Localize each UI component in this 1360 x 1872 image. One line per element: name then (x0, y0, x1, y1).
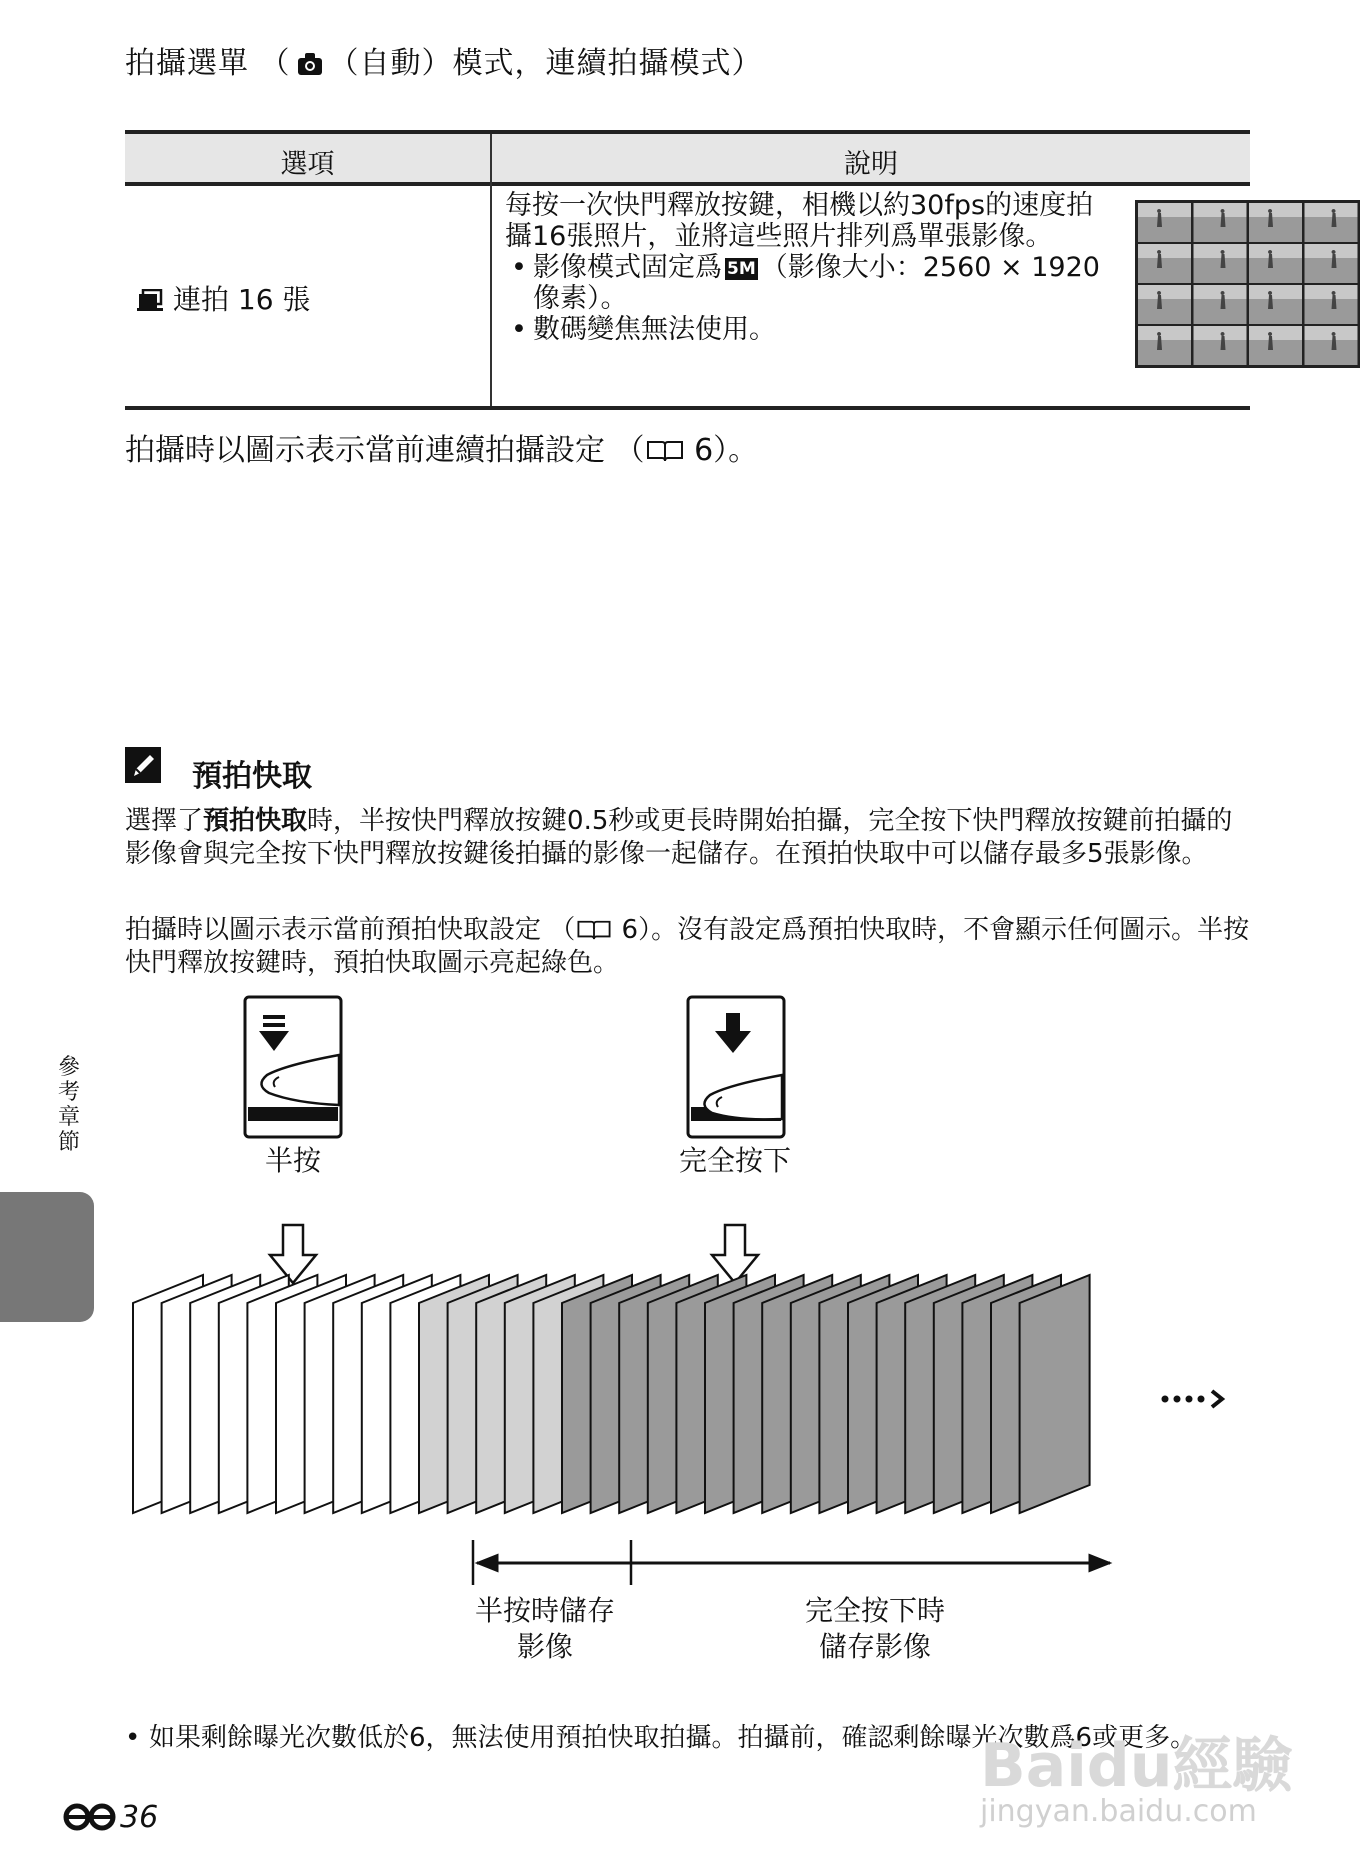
continuous-setting-note: 拍攝時以圖示表示當前連續拍攝設定 （ 6）。 (125, 433, 759, 468)
pre-shooting-cache-diagram (125, 995, 1255, 1685)
half-press-button-illustration (245, 997, 341, 1137)
watermark-url: jingyan.baidu.com (980, 1794, 1257, 1829)
book-reference-icon (575, 919, 613, 941)
option-continuous-16 (137, 278, 310, 318)
continuation-arrow-icon (1162, 1391, 1223, 1407)
section-heading: 拍攝選單 （ （自動）模式，連續拍攝模式） (125, 38, 763, 84)
watermark-logo: Baidu經驗 (980, 1731, 1293, 1801)
reference-section-icon (62, 1802, 120, 1832)
full-press-button-illustration (688, 997, 784, 1137)
half-press-down-arrow-icon (270, 1225, 316, 1283)
option-label: 連拍 16 張 (173, 283, 311, 316)
pencil-note-icon (125, 747, 161, 787)
tip-title: 預拍快取 (192, 759, 312, 794)
side-tab (0, 1192, 94, 1322)
tip-paragraph-1: 選擇了預拍快取時，半按快門釋放按鍵0.5秒或更長時開始拍攝，完全按下快門釋放按鍵前拍攝的影像會與完全按下快門釋放按鍵後拍攝的影像一起儲存。在預拍快取中可以儲存最多5張影像。 (125, 806, 1233, 869)
tip-paragraph-2: 拍攝時以圖示表示當前預拍快取設定 （ 6）。沒有設定爲預拍快取時，不會顯示任何圖示。半按快門釋放按鍵時，預拍快取圖示亮起綠色。 (125, 915, 1250, 978)
saved-half-press-label: 半按時儲存 影像 (474, 1594, 615, 1663)
side-tab-label: 參考章節 (57, 1055, 80, 1155)
sample-16-frame-image (1135, 200, 1360, 368)
book-reference-icon (645, 439, 685, 463)
full-press-down-arrow-icon (712, 1225, 758, 1283)
half-press-label: 半按 (264, 1144, 321, 1177)
list-item: • 影像模式固定爲 5M （影像大小：2560 × 1920 像素）。 (505, 252, 1115, 314)
page-number: 36 (62, 1800, 158, 1835)
continuous-shooting-icon (137, 285, 163, 307)
column-header-description: 說明 (844, 149, 898, 180)
frame (1020, 1275, 1090, 1513)
list-item: • 數碼變焦無法使用。 (505, 314, 1115, 345)
option-description (505, 190, 1115, 345)
cache-warning-bullet: • 如果剩餘曝光次數低於6，無法使用預拍快取拍攝。拍攝前，確認剩餘曝光次數爲6或更多。 (125, 1723, 1197, 1753)
camera-icon (297, 49, 323, 84)
saved-full-press-label: 完全按下時 儲存影像 (804, 1594, 945, 1663)
image-mode-5m-icon: 5M (727, 259, 756, 279)
column-header-option: 選項 (280, 149, 335, 180)
description-text: 每按一次快門釋放按鍵，相機以約30fps的速度拍攝16張照片，並將這些照片排列爲單張影像。 (505, 190, 1094, 252)
full-press-label: 完全按下 (678, 1144, 791, 1177)
